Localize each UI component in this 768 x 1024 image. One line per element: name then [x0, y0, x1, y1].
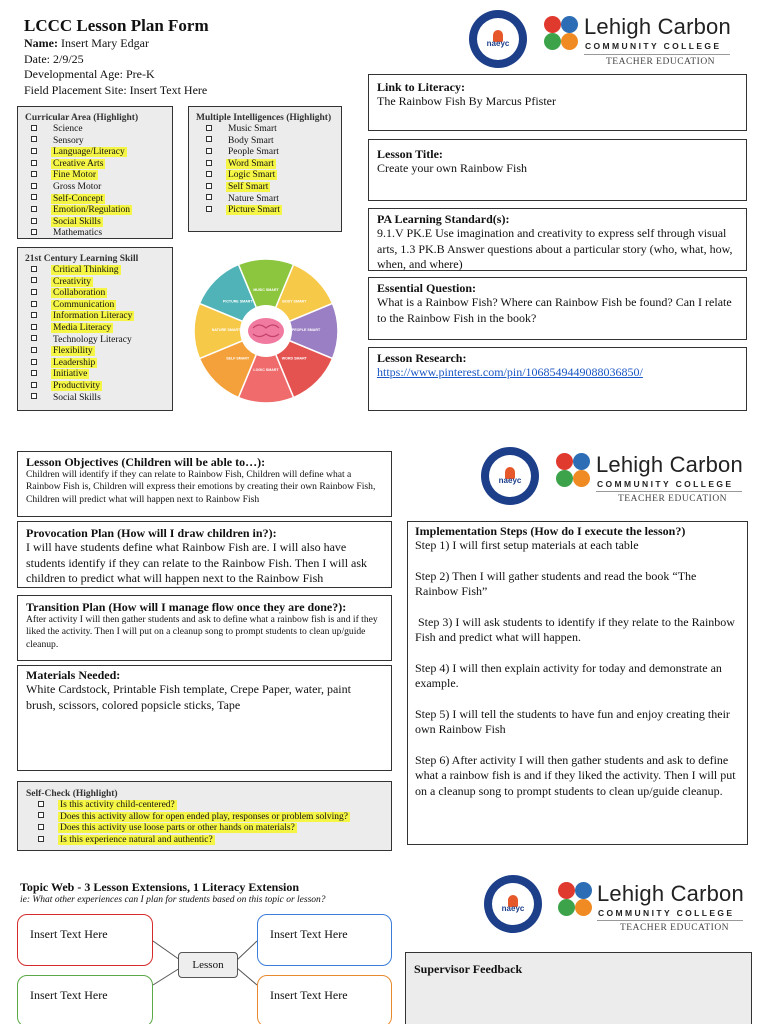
checkbox-icon[interactable] [31, 183, 37, 189]
checklist-item[interactable] [206, 159, 334, 171]
checklist-item-label: Music Smart [228, 124, 277, 134]
college-name: Lehigh Carbon [597, 881, 744, 906]
checklist-item[interactable] [31, 393, 165, 405]
self-check-title: Self-Check (Highlight) [26, 789, 118, 799]
checkbox-icon[interactable] [31, 218, 37, 224]
checkbox-icon[interactable] [31, 301, 37, 307]
curricular-area-title: Curricular Area (Highlight) [25, 113, 139, 123]
materials-box [17, 665, 392, 771]
checkbox-icon[interactable] [31, 148, 37, 154]
intelligences-title: Multiple Intelligences (Highlight) [196, 113, 332, 123]
checkbox-icon[interactable] [206, 148, 212, 154]
brand-divider [584, 54, 730, 55]
supervisor-feedback-title: Supervisor Feedback [414, 962, 523, 976]
wheel-segment-label: NATURE SMART [211, 328, 241, 332]
checklist-item-label: Technology Literacy [53, 334, 132, 345]
checklist-item-label: Logic Smart [228, 170, 276, 181]
wheel-segment-label: PEOPLE SMART [291, 328, 321, 332]
naeyc-logo: naeyc [481, 447, 539, 505]
checklist-item-label: Does this activity allow for open ended play, responses or problem solving? [60, 811, 349, 822]
checklist-item-label: Information Literacy [53, 311, 133, 322]
wheel-segment-label: WORD SMART [281, 356, 307, 361]
checklist-item-label: Creativity [53, 276, 91, 287]
checklist-item[interactable] [31, 358, 165, 370]
checklist-item[interactable] [38, 835, 383, 847]
checkbox-icon[interactable] [38, 812, 44, 818]
lccc-logo-mark [556, 453, 590, 487]
checkbox-icon[interactable] [31, 125, 37, 131]
name-value[interactable]: Insert Mary Edgar [60, 36, 149, 50]
age-line: Developmental Age: Pre-K [24, 67, 155, 81]
wheel-segment-label: LOGIC SMART [253, 368, 279, 372]
research-link[interactable]: https://www.pinterest.com/pin/1068549449088036850/ [377, 365, 643, 379]
checklist-item-label: Language/Literacy [53, 147, 125, 158]
checklist-item[interactable] [31, 381, 165, 393]
checklist-item[interactable] [31, 288, 165, 300]
self-check-list [38, 800, 383, 846]
topic-web-box-3[interactable]: Insert Text Here [17, 975, 153, 1024]
implementation-step[interactable]: Step 2) Then I will gather students and read the book “The Rainbow Fish” [415, 568, 700, 598]
objectives-title: Lesson Objectives (Children will be able to…): [26, 455, 266, 469]
lesson-title-text[interactable]: Create your own Rainbow Fish [377, 161, 527, 175]
checklist-item[interactable] [31, 300, 165, 312]
checkbox-icon[interactable] [38, 824, 44, 830]
checklist-item-label: Emotion/Regulation [53, 205, 131, 216]
checkbox-icon[interactable] [38, 801, 44, 807]
checklist-item[interactable] [38, 823, 383, 835]
checkbox-icon[interactable] [31, 312, 37, 318]
checklist-item-label: People Smart [228, 147, 279, 158]
checkbox-icon[interactable] [206, 206, 212, 212]
research-title: Lesson Research: [377, 351, 467, 365]
checklist-item-label: Gross Motor [53, 181, 102, 192]
college-sub: COMMUNITY COLLEGE [585, 41, 722, 51]
provocation-title: Provocation Plan (How will I draw children in?): [26, 526, 277, 540]
checkbox-icon[interactable] [31, 160, 37, 166]
transition-box [17, 595, 392, 661]
implementation-step[interactable]: Step 5) I will tell the students to have fun and enjoy creating their own Rainbow Fish [415, 706, 730, 736]
checkbox-icon[interactable] [31, 393, 37, 399]
naeyc-logo: naeyc [469, 10, 527, 68]
implementation-step[interactable]: Step 1) I will first setup materials at each table [415, 538, 639, 552]
implementation-box [407, 521, 748, 845]
objectives-text[interactable]: Children will identify if they can relate to Rainbow Fish, Children will define what a Rainbow Fish is, Children will express their emotions by creating their own Rainbow Fish, Children will predict what will happen next to Rainbow Fish [26, 469, 376, 505]
provocation-text[interactable]: I will have students define what Rainbow Fish are. I will also have students identify if they can relate to the Rainbow Fish. Then I will ask children to predict what will happen next to the Rainbow Fish [26, 540, 368, 585]
checkbox-icon[interactable] [31, 289, 37, 295]
checklist-item[interactable] [206, 170, 334, 182]
department-label: TEACHER EDUCATION [618, 494, 728, 504]
department-label: TEACHER EDUCATION [606, 57, 716, 67]
checkbox-icon[interactable] [31, 266, 37, 272]
checklist-item[interactable] [31, 228, 165, 240]
checklist-item[interactable] [31, 369, 165, 381]
essential-question-text[interactable]: What is a Rainbow Fish? Where can Rainbow Fish be found? Can I relate to the Rainbow Fish in the book? [377, 295, 732, 325]
checklist-item-label: Communication [53, 299, 115, 310]
standards-text[interactable]: 9.1.V PK.E Use imagination and creativity to express self through visual arts, 1.3 PK.B Answer questions about a particular story (who, what, how, when, and where) [377, 226, 733, 271]
checklist-item[interactable] [38, 812, 383, 824]
checklist-item-label: Flexibility [53, 346, 93, 357]
supervisor-feedback-box [405, 952, 752, 1024]
checklist-item-label: Leadership [53, 357, 96, 368]
lesson-title-label: Lesson Title: [377, 147, 443, 161]
checklist-item-label: Is this activity child-centered? [60, 800, 175, 810]
checklist-item[interactable] [206, 205, 334, 217]
checklist-item[interactable] [31, 147, 165, 159]
checklist-item-label: Self-Concept [53, 193, 104, 204]
date-line: Date: 2/9/25 [24, 51, 84, 66]
checklist-item-label: Collaboration [53, 288, 106, 299]
materials-text[interactable]: White Cardstock, Printable Fish template, Crepe Paper, water, paint brush, scissors, colored popsicle sticks, Tape [26, 682, 351, 712]
checkbox-icon[interactable] [31, 324, 37, 330]
checkbox-icon[interactable] [31, 171, 37, 177]
research-box [368, 347, 747, 411]
checkbox-icon[interactable] [206, 136, 212, 142]
checklist-item-label: Does this activity use loose parts or other hands on materials? [60, 823, 295, 834]
transition-text[interactable]: After activity I will then gather students and ask to define what a rainbow fish is and if they liked the activity. Then I will put on a cleanup song to prompt students to clean up/guide cleanup. [26, 614, 378, 650]
self-check-box [17, 781, 392, 851]
checklist-item-label: Sensory [53, 135, 84, 146]
checklist-item[interactable] [31, 277, 165, 289]
name-line: Name: Insert Mary Edgar [24, 36, 149, 50]
standards-title: PA Learning Standard(s): [377, 212, 510, 226]
college-sub: COMMUNITY COLLEGE [598, 908, 735, 918]
checkbox-icon[interactable] [31, 136, 37, 142]
checklist-item[interactable] [31, 194, 165, 206]
intelligences-wheel [193, 258, 339, 404]
checklist-item-label: Productivity [53, 380, 100, 391]
college-name: Lehigh Carbon [596, 452, 743, 477]
checklist-item-label: Picture Smart [228, 205, 280, 216]
checkbox-icon[interactable] [206, 194, 212, 200]
checklist-item-label: Self Smart [228, 181, 269, 192]
checklist-item[interactable] [31, 323, 165, 335]
topic-web-box-1[interactable]: Insert Text Here [17, 914, 153, 966]
checkbox-icon[interactable] [31, 229, 37, 235]
checklist-item[interactable] [31, 217, 165, 229]
essential-question-box [368, 277, 747, 340]
checklist-item-label: Is this experience natural and authentic? [60, 834, 213, 845]
checkbox-icon[interactable] [31, 359, 37, 365]
checkbox-icon[interactable] [38, 836, 44, 842]
checklist-item[interactable] [206, 194, 334, 206]
checklist-item-label: Social Skills [53, 216, 101, 227]
college-sub: COMMUNITY COLLEGE [597, 479, 734, 489]
lccc-logo-mark [558, 882, 592, 916]
literacy-box [368, 74, 747, 131]
checklist-item[interactable] [206, 147, 334, 159]
checklist-item-label: Mathematics [53, 228, 103, 239]
intelligences-list [206, 124, 334, 217]
checklist-item[interactable] [31, 159, 165, 171]
site-value[interactable]: Insert Text Here [129, 82, 208, 97]
checklist-item[interactable] [31, 311, 165, 323]
checklist-item-label: Initiative [53, 369, 88, 380]
site-line: Field Placement Site: Insert Text Here [24, 82, 208, 97]
provocation-box [17, 521, 392, 588]
topic-web-subtitle: ie: What other experiences can I plan for students based on this topic or lesson? [20, 895, 326, 905]
checklist-item-label: Fine Motor [53, 170, 97, 181]
checklist-item-label: Creative Arts [53, 158, 104, 169]
checklist-item[interactable] [31, 124, 165, 136]
checklist-item[interactable] [206, 124, 334, 136]
brand-divider [597, 920, 743, 921]
topic-web-title: Topic Web - 3 Lesson Extensions, 1 Literacy Extension [20, 880, 300, 894]
checklist-item[interactable] [31, 170, 165, 182]
date-value[interactable]: 2/9/25 [53, 51, 84, 66]
department-label: TEACHER EDUCATION [620, 923, 730, 933]
checklist-item[interactable] [206, 182, 334, 194]
literacy-title: Link to Literacy: [377, 80, 465, 94]
checklist-item-label: Word Smart [228, 158, 274, 169]
multiple-intelligences-box [188, 106, 342, 232]
age-value[interactable]: Pre-K [125, 67, 155, 81]
essential-question-title: Essential Question: [377, 281, 477, 295]
checklist-item[interactable] [38, 800, 383, 812]
brand-divider [596, 491, 742, 492]
form-title: LCCC Lesson Plan Form [24, 16, 209, 35]
checkbox-icon[interactable] [31, 335, 37, 341]
curricular-area-box [17, 106, 173, 239]
transition-title: Transition Plan (How will I manage flow once they are done?): [26, 600, 347, 614]
implementation-step[interactable]: Step 3) I will ask students to identify if they relate to the Rainbow Fish and predict what will happen. [415, 614, 738, 644]
checkbox-icon[interactable] [31, 277, 37, 283]
checklist-item-label: Science [53, 124, 83, 134]
checklist-item-label: Social Skills [53, 392, 101, 403]
topic-web-center[interactable]: Lesson [178, 952, 238, 978]
checklist-item[interactable] [31, 335, 165, 347]
checkbox-icon[interactable] [206, 171, 212, 177]
checklist-item[interactable] [31, 346, 165, 358]
checklist-item-label: Media Literacy [53, 322, 112, 333]
objectives-box [17, 451, 392, 517]
curricular-list [31, 124, 165, 240]
checkbox-icon[interactable] [31, 347, 37, 353]
wheel-segment-label: SELF SMART [226, 356, 250, 361]
checkbox-icon[interactable] [31, 382, 37, 388]
implementation-step[interactable]: Step 4) I will then explain activity for today and demonstrate an example. [415, 660, 722, 690]
topic-web-box-2[interactable]: Insert Text Here [257, 914, 392, 966]
checklist-item-label: Nature Smart [228, 193, 279, 204]
naeyc-logo: naeyc [484, 875, 542, 933]
standards-box [368, 208, 747, 271]
checklist-item[interactable] [31, 265, 165, 277]
brain-icon [248, 318, 284, 344]
checkbox-icon[interactable] [206, 183, 212, 189]
lccc-logo-mark [544, 16, 578, 50]
checklist-item[interactable] [31, 136, 165, 148]
checklist-item[interactable] [206, 136, 334, 148]
literacy-text[interactable]: The Rainbow Fish By Marcus Pfister [377, 94, 556, 108]
skills-21st-title: 21st Century Learning Skill [25, 254, 139, 264]
materials-title: Materials Needed: [26, 668, 121, 682]
checkbox-icon[interactable] [31, 370, 37, 376]
wheel-segment-label: MUSIC SMART [253, 288, 279, 292]
skills-21st-box [17, 247, 173, 411]
checklist-item-label: Body Smart [228, 135, 274, 146]
checkbox-icon[interactable] [206, 160, 212, 166]
implementation-title: Implementation Steps (How do I execute the lesson?) [415, 524, 686, 538]
form-header [24, 16, 209, 98]
lesson-title-box [368, 139, 747, 201]
checkbox-icon[interactable] [31, 206, 37, 212]
skills-21st-list [31, 265, 165, 404]
topic-web-box-4[interactable]: Insert Text Here [257, 975, 392, 1024]
checklist-item[interactable] [31, 182, 165, 194]
wheel-segment-label: BODY SMART [282, 299, 307, 304]
checkbox-icon[interactable] [206, 125, 212, 131]
implementation-steps [415, 538, 740, 799]
wheel-segment-label: PICTURE SMART [222, 299, 253, 304]
checkbox-icon[interactable] [31, 194, 37, 200]
checklist-item-label: Critical Thinking [53, 265, 119, 275]
college-name: Lehigh Carbon [584, 14, 731, 39]
checklist-item[interactable] [31, 205, 165, 217]
implementation-step[interactable]: Step 6) After activity I will then gather students and ask to define what a rainbow fish is and if they liked the activity. Then I will put on a cleanup song to prompt students to clean up/guide cleanup. [415, 752, 736, 798]
